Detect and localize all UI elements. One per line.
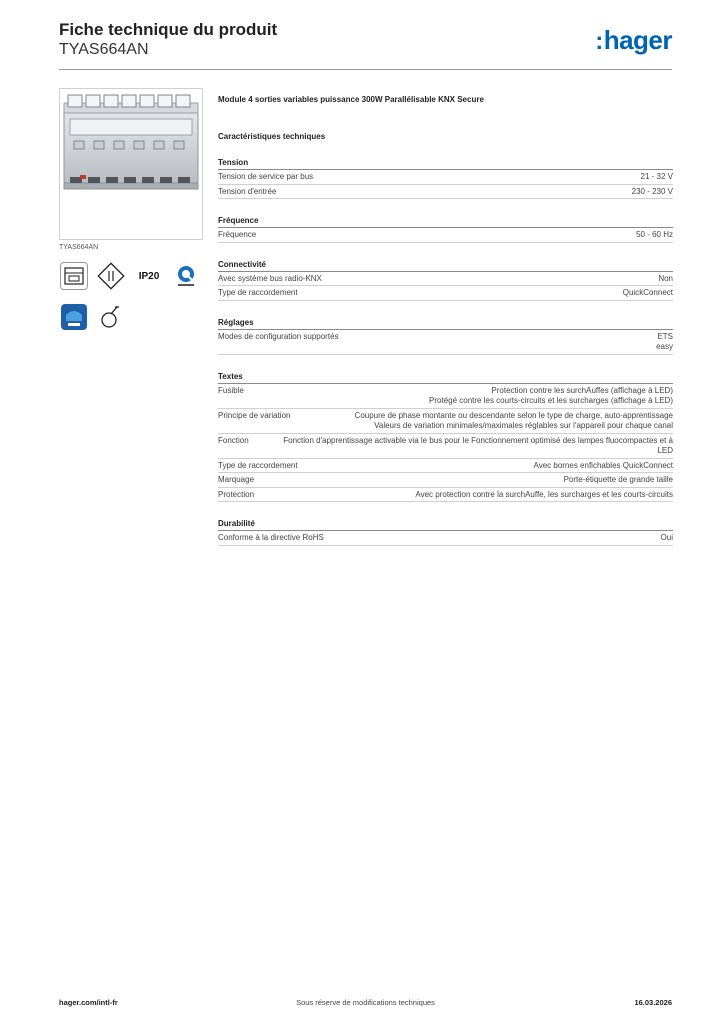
spec-value: [357, 332, 673, 353]
spec-group-title: Tension: [218, 158, 673, 170]
specs-caption: Caractéristiques techniques: [218, 132, 326, 141]
spec-value: [274, 230, 673, 241]
spec-row: [218, 170, 673, 185]
spec-row: [218, 228, 673, 243]
spec-label: Avec système bus radio-KNX: [218, 273, 322, 283]
spec-value: [272, 475, 673, 486]
spec-groups: [218, 158, 673, 546]
spec-row: [218, 488, 673, 503]
footer-disclaimer: Sous réserve de modifications techniques: [296, 998, 435, 1007]
knx-dimmer-module-illustration: [60, 89, 202, 239]
spec-value-line: Protégé contre les courts-circuits et les surcharges (affichage à LED): [429, 396, 673, 405]
spec-value-line: Protection contre les surchAuffes (affichage à LED): [491, 385, 673, 395]
footer-website-link[interactable]: hager.com/intl-fr: [59, 998, 118, 1007]
spec-value-line: Coupure de phase montante ou descendante selon le type de charge, auto-apprentissage: [354, 410, 673, 420]
hager-logo[interactable]: :hager: [595, 25, 672, 55]
spec-label: Fusible: [218, 385, 244, 395]
din-rail-module-icon: [60, 262, 88, 290]
spec-group-title: Durabilité: [218, 519, 673, 531]
spec-row: [218, 409, 673, 434]
spec-value-line: 230 - 230 V: [631, 186, 673, 196]
spec-label: Modes de configuration supportés: [218, 331, 339, 341]
spec-value: [342, 533, 673, 544]
product-description: Module 4 sorties variables puissance 300W Parallélisable KNX Secure: [218, 95, 484, 104]
spec-row: [218, 531, 673, 546]
spec-value-line: Valeurs de variation minimales/maximales réglables sur l'appareil pour chaque canal: [374, 421, 673, 430]
dimmer-lamp-icon: [97, 303, 125, 331]
spec-value: [316, 288, 673, 299]
spec-group: [218, 318, 673, 355]
spec-group: [218, 158, 673, 199]
spec-value-line: 21 - 32 V: [640, 172, 673, 181]
spec-label: Type de raccordement: [218, 460, 298, 470]
spec-value-line: Fonction d'apprentissage activable via le bus pour le Fonctionnement optimisé des lampes fluocompactes et à LED: [283, 435, 673, 455]
spec-group-title: Fréquence: [218, 216, 673, 228]
spec-value-line: QuickConnect: [622, 288, 673, 297]
ip20-label: IP20: [138, 270, 160, 282]
spec-row: [218, 330, 673, 355]
product-image: [59, 88, 203, 240]
page-title: Fiche technique du produit: [59, 20, 278, 39]
spec-group-title: Réglages: [218, 318, 673, 330]
logo-text: hager: [603, 25, 672, 55]
spec-label: Protection: [218, 489, 255, 499]
spec-value-line: Avec bornes enfichables QuickConnect: [533, 460, 673, 470]
knx-secure-icon: [60, 303, 88, 331]
spec-row: [218, 473, 673, 488]
spec-value-line: Avec protection contre la surchAuffe, les surcharges et les courts-circuits: [415, 489, 673, 499]
spec-value: [316, 461, 673, 472]
spec-group-title: Connectivité: [218, 260, 673, 272]
spec-label: Fonction: [218, 435, 249, 445]
spec-group: [218, 519, 673, 546]
spec-group-title: Textes: [218, 372, 673, 384]
spec-value: [308, 411, 673, 432]
ip20-rating-icon: [135, 262, 163, 290]
spec-row: [218, 459, 673, 474]
class-ii-insulation-icon: [97, 262, 125, 290]
header-divider: [59, 69, 672, 70]
spec-value: [331, 172, 673, 183]
product-reference: TYAS664AN: [59, 41, 149, 58]
spec-value-line: ETS: [657, 331, 673, 341]
spec-value-line: Porte-étiquette de grande taille: [563, 475, 673, 484]
spec-group: [218, 372, 673, 503]
spec-row: [218, 434, 673, 459]
spec-group: [218, 260, 673, 301]
spec-value: [267, 436, 673, 457]
spec-value-line: Oui: [660, 533, 673, 542]
spec-value-line: 50 - 60 Hz: [636, 230, 673, 239]
spec-label: Fréquence: [218, 230, 257, 239]
spec-value: [262, 386, 673, 407]
spec-label: Tension d'entrée: [218, 186, 277, 196]
spec-label: Marquage: [218, 475, 255, 484]
spec-value: [294, 187, 673, 198]
spec-group: [218, 216, 673, 243]
spec-label: Tension de service par bus: [218, 172, 314, 181]
spec-value: [340, 274, 673, 285]
spec-label: Type de raccordement: [218, 288, 298, 297]
spec-value-line: easy: [656, 342, 673, 351]
spec-value: [272, 490, 673, 501]
product-image-caption: TYAS664AN: [59, 244, 99, 251]
spec-row: [218, 272, 673, 287]
footer-date: 16.03.2026: [634, 998, 672, 1007]
spec-value-line: Non: [658, 273, 673, 283]
spec-row: [218, 384, 673, 409]
spec-content: [218, 95, 673, 546]
quickconnect-icon: [172, 262, 200, 290]
spec-label: Conforme à la directive RoHS: [218, 533, 324, 542]
spec-row: [218, 286, 673, 301]
spec-label: Principe de variation: [218, 410, 291, 420]
spec-row: [218, 185, 673, 200]
page-header: [59, 20, 672, 70]
